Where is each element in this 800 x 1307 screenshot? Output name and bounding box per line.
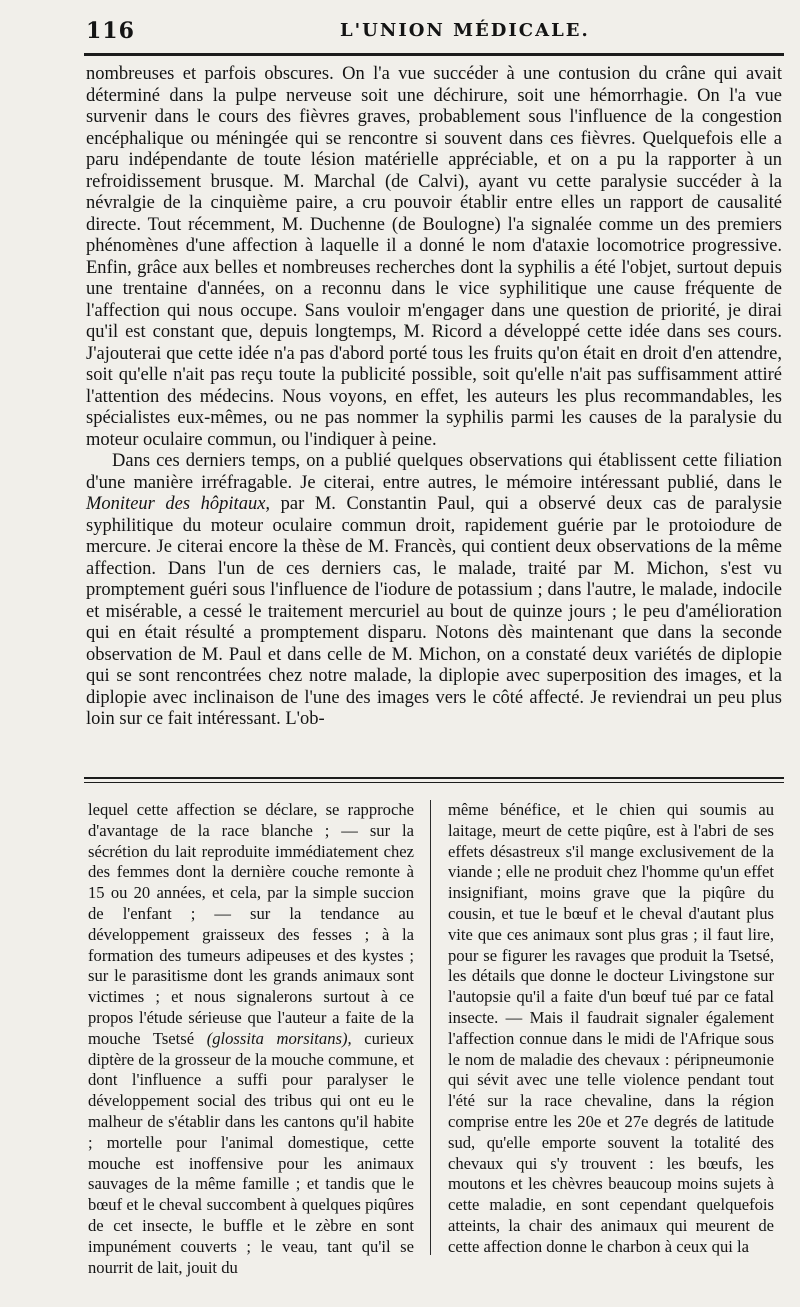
main-paragraph-2-lead: Dans ces derniers temps, on a publié quelques observations qui établissent cette filiation d'une manière irréfragable. Je citerai, entre autres, le mémoire intéressant publié, dans le xyxy=(86,451,782,493)
running-head-title: L'UNION MÉDICALE. xyxy=(340,20,590,41)
feuilleton-left-column xyxy=(88,800,414,1278)
species-name-italic: (glossita morsitans), xyxy=(206,1028,352,1048)
header-rule xyxy=(84,53,784,56)
feuilleton-left-lead: lequel cette affection se déclare, se rapproche d'avantage de la race blanche ; — sur la sécrétion du lait reproduite immédiatement chez des femmes dont la dernière couche remonte à 15 ou 20 années, et cela, par la simple succion de l'enfant ; — sur la tendance au développement graisseux des fesses ; à la formation des tumeurs adipeuses et des kystes ; sur le parasitisme dont les grands animaux sont victimes ; et nous signalerons surtout à ce propos l'étude sérieuse que l'auteur a faite de la mouche Tsetsé xyxy=(88,800,414,1048)
feuilleton-separator-rule xyxy=(84,777,784,779)
journal-citation-italic: Moniteur des hôpitaux, xyxy=(86,494,271,514)
main-paragraph-2-rest: par M. Constantin Paul, qui a observé deux cas de paralysie syphilitique du moteur oculaire commun droit, rapidement guérie par le protoiodure de mercure. Je citerai encore la thèse de M. Francès, qui contient deux observations de la même affection. Dans l'un de ces derniers cas, le malade, traité par M. Michon, s'est vu promptement guéri sous l'influence de l'iodure de potassium ; dans l'autre, le malade, indocile et misérable, a cessé le traitement mercuriel au bout de quinze jours ; le peu d'amélioration qui en était résulté a promptement disparu. Notons dès maintenant que dans la seconde observation de M. Paul et dans celle de M. Michon, on a constaté deux variétés de diplopie qui se sont rencontrées chez notre malade, la diplopie avec superposition des images, et la diplopie avec inclinaison de l'une des images vers le côté affecté. Je reviendrai un peu plus loin sur ce fait intéressant. L'ob- xyxy=(86,494,782,729)
main-paragraph-1: nombreuses et parfois obscures. On l'a vue succéder à une contusion du crâne qui avait déterminé dans la pulpe nerveuse soit une déchirure, soit une hémorrhagie. On l'a vue survenir dans le cours des fièvres graves, probablement sous l'influence de la congestion encéphalique ou méningée qui se rencontre si souvent dans ces fièvres. Quelquefois elle a paru indépendante de toute lésion matérielle appréciable, et on a pu la rapporter à un refroidissement brusque. M. Marchal (de Calvi), ayant vu cette paralysie succéder à la névralgie de la cinquième paire, a cru pouvoir établir entre elles un rapport de causalité directe. Tout récemment, M. Duchenne (de Boulogne) l'a signalée comme un des premiers phénomènes d'une affection à laquelle il a donné le nom d'ataxie locomotrice progressive. Enfin, grâce aux belles et nombreuses recherches dont la syphilis a été l'objet, surtout depuis une trentaine d'années, on a reconnu dans le vice syphilitique une cause fréquente de l'affection qui nous occupe. Sans vouloir m'engager dans une question de priorité, je dirai qu'il est constant que, depuis longtemps, M. Ricord a développé cette idée dans ses cours. J'ajouterai que cette idée n'a pas d'abord porté tous les fruits qu'on était en droit d'en attendre, soit qu'elle n'ait pas reçu toute la publicité possible, soit qu'elle n'ait pas suffisamment attiré l'attention des médecins. Nous voyons, en effet, les auteurs les plus recommandables, les spécialistes eux-mêmes, ou ne pas nommer la syphilis parmi les causes de la paralysie du moteur oculaire commun, ou l'indiquer à peine. xyxy=(86,64,782,450)
feuilleton-left-text xyxy=(88,800,414,1278)
column-divider xyxy=(430,800,431,1255)
feuilleton-separator-rule-thin xyxy=(84,782,784,783)
feuilleton-left-rest: curieux diptère de la grosseur de la mouche commune, et dont l'influence a suffi pour paralyser le développement social des tribus qui ont eu le malheur de s'établir dans les cantons qu'il habite ; mortelle pour l'animal domestique, cette mouche est inoffensive pour les animaux sauvages de la même famille ; et tandis que le bœuf et le cheval succombent à quelques piqûres de cet insecte, le buffle et le zèbre en sont impunément couverts ; le veau, tant qu'il se nourrit de lait, jouit du xyxy=(88,1028,414,1277)
main-article-body xyxy=(86,64,782,731)
feuilleton-right-text: même bénéfice, et le chien qui soumis au laitage, meurt de cette piqûre, est à l'abri de ses effets désastreux s'il mange exclusivement de la viande ; elle ne produit chez l'homme qu'un effet insignifiant, moins grave que la piqûre du cousin, et tue le bœuf et le cheval d'autant plus vite que ces animaux sont plus gras ; il faut lire, pour se figurer les ravages que produit la Tsetsé, les détails que donne le docteur Livingstone sur l'autopsie qu'il a faite d'un bœuf tué par ce fatal insecte. — Mais il faudrait signaler également l'affection connue dans le midi de l'Afrique sous le nom de maladie des chevaux : péripneumonie qui sévit avec une telle violence pendant tout l'été sur la race chevaline, dans la région comprise entre les 20e et 27e degrés de latitude sud, qu'elle emporte souvent la totalité des chevaux qui s'y trouvent : les bœufs, les moutons et les chèvres beaucoup moins sujets à cette maladie, en sont cependant quelquefois atteints, la chair des animaux qui meurent de cette affection donne le charbon à ceux qui la xyxy=(448,800,774,1256)
feuilleton-right-column xyxy=(448,800,774,1258)
main-paragraph-2 xyxy=(86,451,782,731)
page-number: 116 xyxy=(86,18,135,44)
